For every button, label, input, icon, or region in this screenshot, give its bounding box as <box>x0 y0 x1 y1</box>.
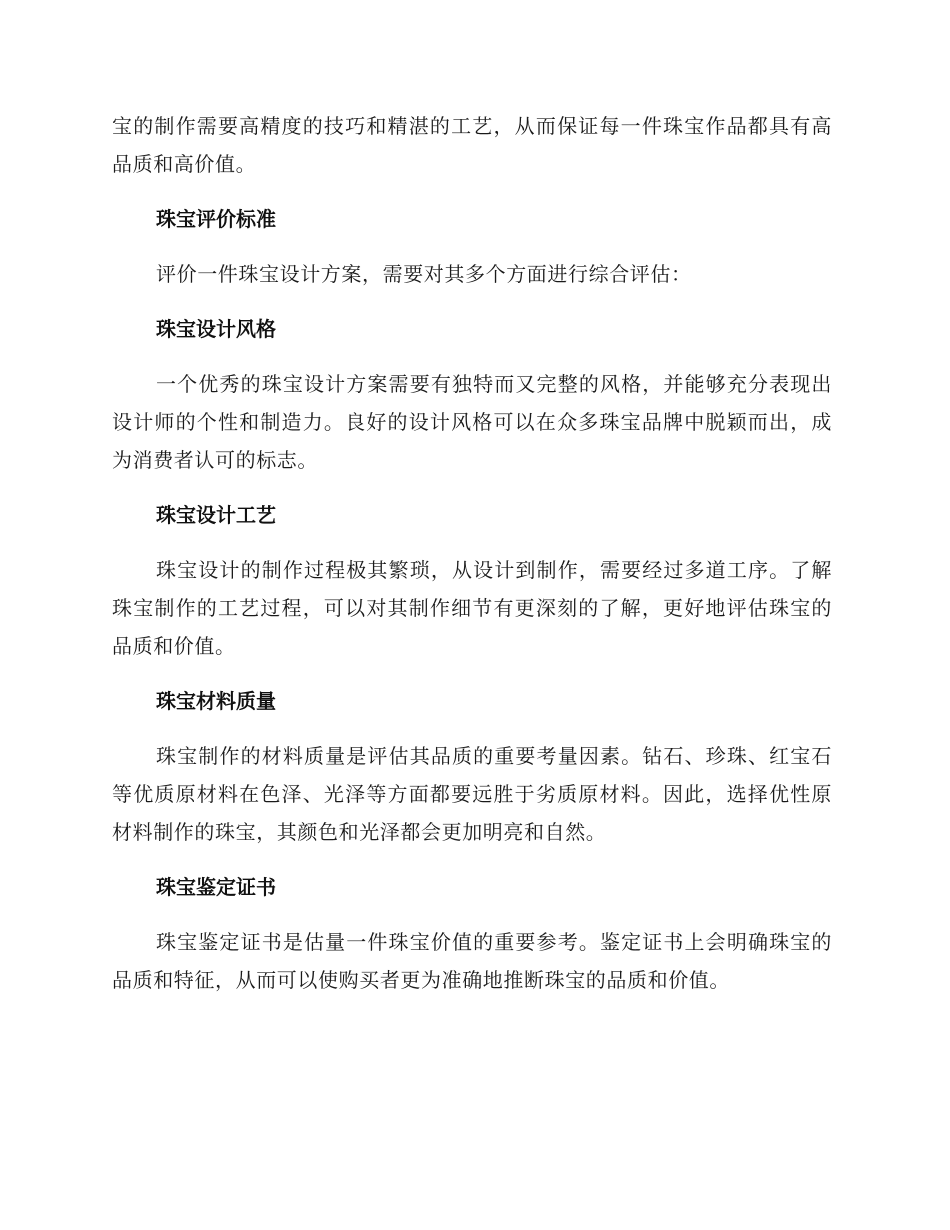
paragraph-design-craft: 珠宝设计的制作过程极其繁琐，从设计到制作，需要经过多道工序。了解珠宝制作的工艺过程，可以对其制作细节有更深刻的了解，更好地评估珠宝的品质和价值。 <box>112 558 832 658</box>
heading-evaluation-criteria: 珠宝评价标准 <box>156 207 276 231</box>
paragraph-evaluation-criteria: 评价一件珠宝设计方案，需要对其多个方面进行综合评估： <box>156 262 692 286</box>
intro-continuation-paragraph: 宝的制作需要高精度的技巧和精湛的工艺，从而保证每一件珠宝作品都具有高品质和高价值。 <box>112 114 832 176</box>
document-body <box>112 107 832 999</box>
heading-certificate: 珠宝鉴定证书 <box>156 875 276 899</box>
paragraph-material-quality: 珠宝制作的材料质量是评估其品质的重要考量因素。钻石、珍珠、红宝石等优质原材料在色泽、光泽等方面都要远胜于劣质原材料。因此，选择优性原材料制作的珠宝，其颜色和光泽都会更加明亮和自然。 <box>112 744 832 844</box>
paragraph-certificate: 珠宝鉴定证书是估量一件珠宝价值的重要参考。鉴定证书上会明确珠宝的品质和特征，从而可以使购买者更为准确地推断珠宝的品质和价值。 <box>112 930 832 992</box>
heading-design-craft: 珠宝设计工艺 <box>156 503 276 527</box>
paragraph-design-style: 一个优秀的珠宝设计方案需要有独特而又完整的风格，并能够充分表现出设计师的个性和制造力。良好的设计风格可以在众多珠宝品牌中脱颖而出，成为消费者认可的标志。 <box>112 372 832 472</box>
heading-material-quality: 珠宝材料质量 <box>156 689 276 713</box>
heading-design-style: 珠宝设计风格 <box>156 317 276 341</box>
